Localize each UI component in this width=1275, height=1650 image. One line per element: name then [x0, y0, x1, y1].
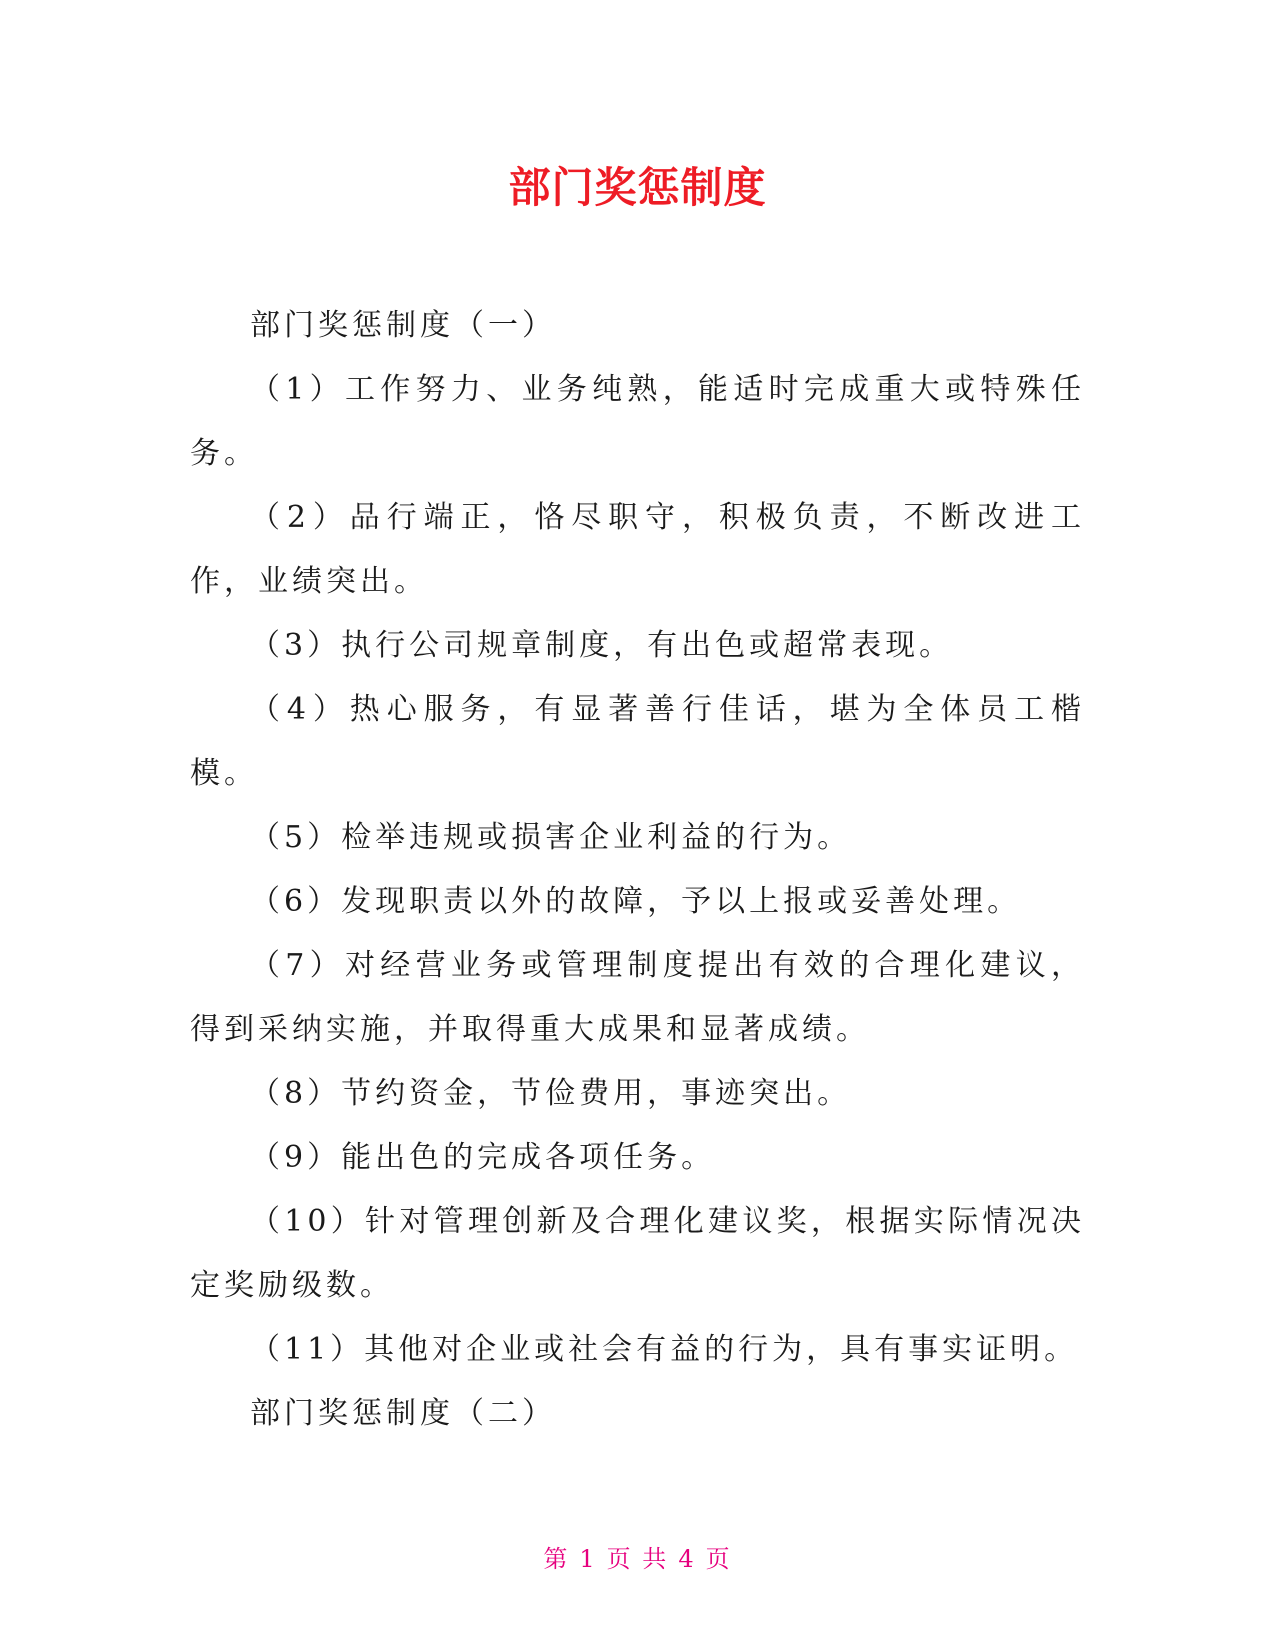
paragraph-item-5: （5）检举违规或损害企业利益的行为。: [250, 820, 852, 855]
paragraph-item-10: （10）针对管理创新及合理化建议奖，根据实际情况决定奖励级数。: [190, 1204, 1085, 1303]
footer-suffix: 页: [705, 1545, 732, 1573]
footer-middle: 页 共: [606, 1545, 669, 1573]
paragraph-item-7: （7）对经营业务或管理制度提出有效的合理化建议，得到采纳实施，并取得重大成果和显著成绩。: [190, 948, 1085, 1047]
paragraph-item-11: （11）其他对企业或社会有益的行为，具有事实证明。: [250, 1332, 1079, 1367]
document-body: [190, 294, 1085, 1446]
paragraph-item-4: （4）热心服务，有显著善行佳话，堪为全体员工楷模。: [190, 692, 1085, 791]
footer-current-page: 1: [579, 1545, 597, 1573]
footer-total-pages: 4: [678, 1545, 696, 1573]
paragraph-item-1: （1）工作努力、业务纯熟，能适时完成重大或特殊任务。: [190, 372, 1085, 471]
document-title: 部门奖惩制度: [508, 163, 767, 212]
section-heading-2: 部门奖惩制度（二）: [250, 1396, 556, 1431]
paragraph-item-2: （2）品行端正，恪尽职守，积极负责，不断改进工作，业绩突出。: [190, 500, 1085, 599]
paragraph-item-6: （6）发现职责以外的故障，予以上报或妥善处理。: [250, 884, 1022, 919]
paragraph-item-8: （8）节约资金，节俭费用，事迹突出。: [250, 1076, 852, 1111]
page-footer: [0, 1542, 1275, 1576]
paragraph-item-3: （3）执行公司规章制度，有出色或超常表现。: [250, 628, 954, 663]
footer-prefix: 第: [543, 1545, 570, 1573]
paragraph-item-9: （9）能出色的完成各项任务。: [250, 1140, 716, 1175]
section-heading-1: 部门奖惩制度（一）: [250, 308, 556, 343]
